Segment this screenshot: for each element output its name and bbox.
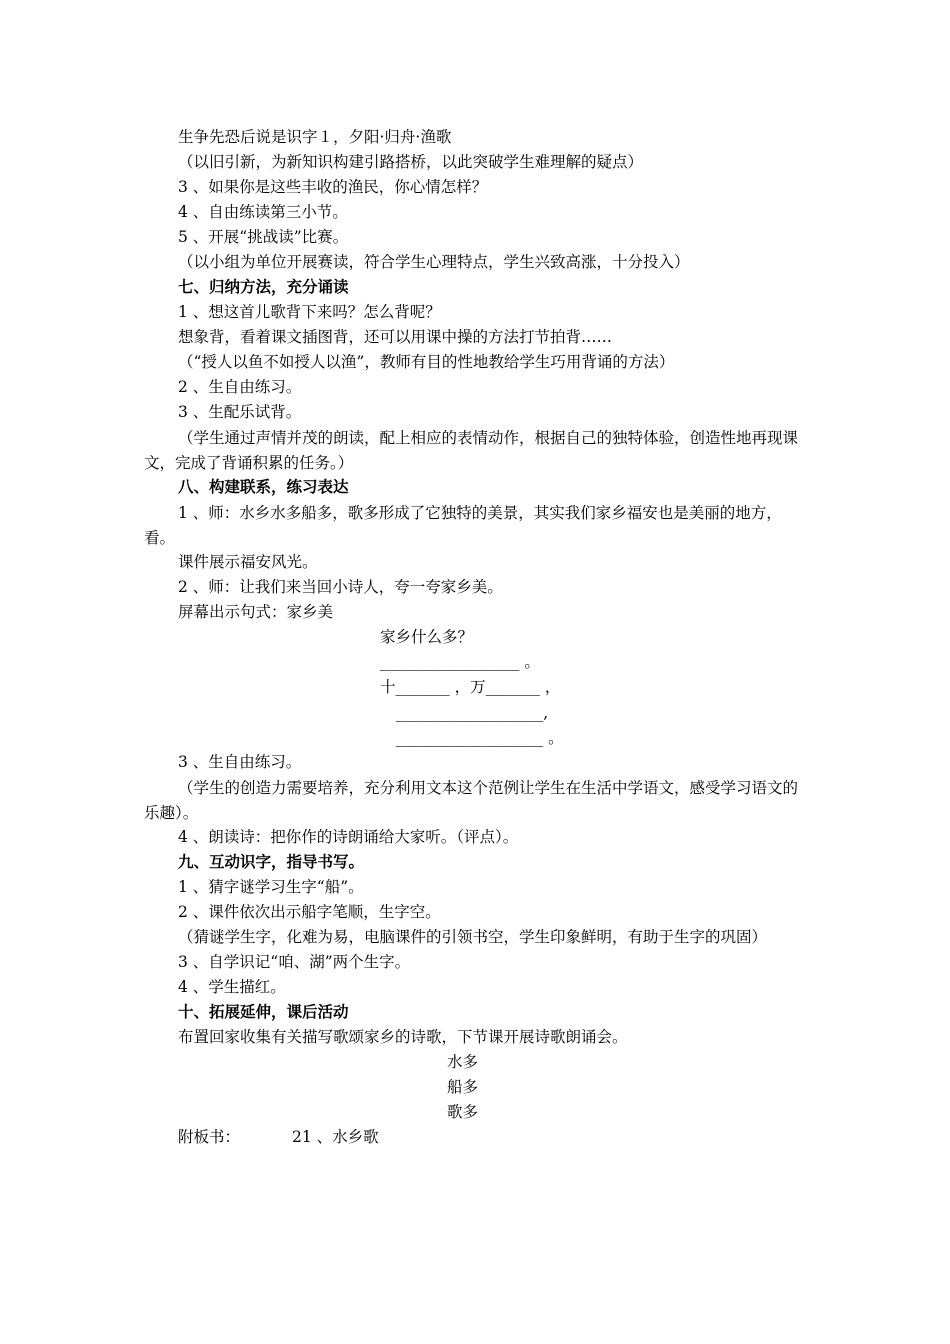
text-line: 课件展示福安风光。 (178, 553, 318, 571)
text-line: 想象背，看着课文插图背，还可以用课中操的方法打节拍背…… (178, 328, 613, 346)
section-heading: 九、互动识字，指导书写。 (178, 852, 365, 871)
text-line: 2 、生自由练习。 (178, 378, 302, 396)
section-heading: 七、归纳方法，充分诵读 (178, 277, 349, 296)
text-line: 5 、开展“挑战读”比赛。 (178, 228, 349, 246)
text-line: 3 、生配乐试背。 (178, 403, 302, 421)
board-label: 附板书： (178, 1128, 241, 1146)
board-item: 船多 (447, 1078, 479, 1096)
board-item: 水多 (447, 1053, 479, 1071)
text-line: 屏幕出示句式：家乡美 (178, 603, 334, 621)
board-title: 21 、水乡歌 (292, 1128, 379, 1146)
poem-line: __________________ 。 (380, 653, 540, 671)
text-line: （猜谜学生字，化难为易，电脑课件的引领书空，学生印象鲜明，有助于生字的巩固） (178, 928, 768, 946)
text-paragraph: （学生通过声情并茂的朗读，配上相应的表情动作，根据自己的独特体验，创造性地再现课文，完成了背诵积累的任务。） (144, 429, 799, 472)
text-line: 3 、自学识记“咱、湖”两个生字。 (178, 953, 411, 971)
text-line: （以小组为单位开展赛读，符合学生心理特点，学生兴致高涨，十分投入） (178, 253, 690, 271)
section-heading: 十、拓展延伸，课后活动 (178, 1002, 349, 1021)
text-paragraph: 1 、师：水乡水多船多，歌多形成了它独特的美景，其实我们家乡福安也是美丽的地方，看。 (144, 504, 782, 547)
text-line: （以旧引新，为新知识构建引路搭桥，以此突破学生难理解的疑点） (178, 153, 644, 171)
board-line (178, 1126, 379, 1148)
poem-line: 家乡什么多？ (380, 628, 474, 646)
section-heading: 八、构建联系，练习表达 (178, 477, 349, 496)
text-line: 4 、学生描红。 (178, 978, 286, 996)
text-line: 布置回家收集有关描写歌颂家乡的诗歌，下节课开展诗歌朗诵会。 (178, 1028, 628, 1046)
text-line: 3 、生自由练习。 (178, 753, 302, 771)
text-line: 生争先恐后说是识字１，夕阳·归舟·渔歌 (178, 128, 452, 146)
board-item: 歌多 (447, 1103, 479, 1121)
text-line: 4 、朗读诗：把你作的诗朗诵给大家听。（评点）。 (178, 828, 519, 846)
text-line: 1 、猜字谜学习生字“船”。 (178, 878, 364, 896)
poem-line: ___________________, (396, 704, 549, 722)
text-line: 2 、课件依次出示船字笔顺，生字空。 (178, 903, 441, 921)
text-paragraph: （学生的创造力需要培养，充分利用文本这个范例让学生在生活中学语文，感受学习语文的乐趣）。 (144, 779, 799, 822)
poem-line: ___________________ 。 (396, 729, 564, 747)
text-line: （“授人以鱼不如授人以渔”，教师有目的性地教给学生巧用背诵的方法） (178, 353, 675, 371)
text-line: 1 、想这首儿歌背下来吗？怎么背呢？ (178, 303, 441, 321)
text-line: 4 、自由练读第三小节。 (178, 203, 348, 221)
poem-line: 十_______ ，万_______ ， (380, 678, 561, 696)
text-line: 2 、师：让我们来当回小诗人，夸一夸家乡美。 (178, 578, 503, 596)
text-line: 3 、如果你是这些丰收的渔民，你心情怎样？ (178, 178, 488, 196)
